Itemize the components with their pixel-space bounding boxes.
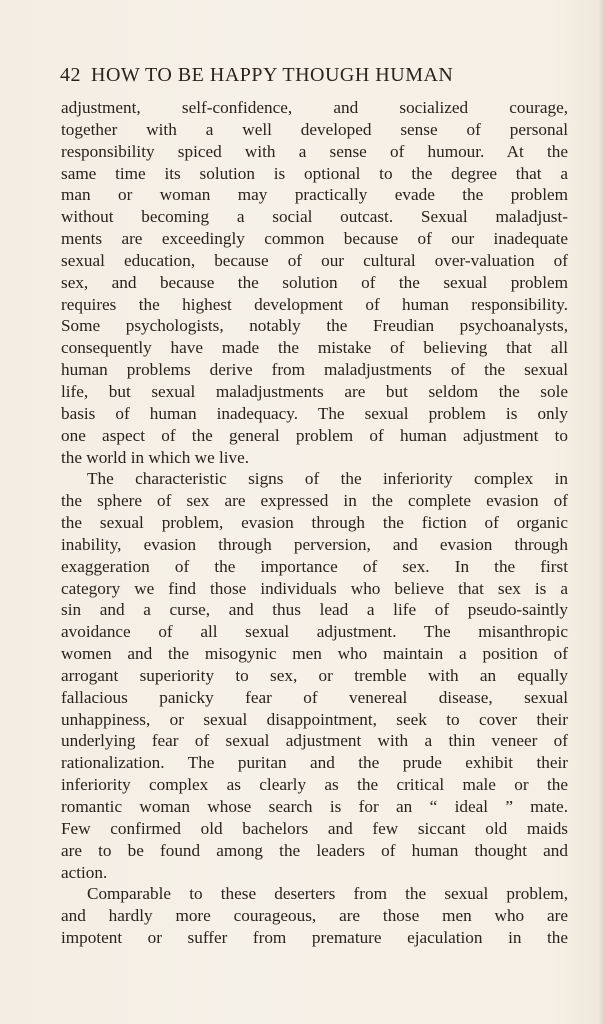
text-line: rationalization. The puritan and the prude exhibit their bbox=[61, 753, 568, 773]
text-line: unhappiness, or sexual disappointment, seek to cover their bbox=[61, 709, 568, 729]
running-header bbox=[60, 64, 570, 94]
text-line: man or woman may practically evade the problem bbox=[61, 185, 568, 205]
text-line: Few confirmed old bachelors and few siccant old maids bbox=[61, 818, 568, 838]
text-line: action. bbox=[61, 862, 108, 882]
text-line: consequently have made the mistake of believing that all bbox=[61, 338, 568, 358]
text-line: life, but sexual maladjustments are but seldom the sole bbox=[61, 381, 568, 401]
text-line: impotent or suffer from premature ejaculation in the bbox=[61, 928, 568, 948]
page-edge-shadow bbox=[599, 0, 605, 1024]
text-line: avoidance of all sexual adjustment. The misanthropic bbox=[61, 622, 568, 642]
text-line: sex, and because the solution of the sexual problem bbox=[61, 272, 568, 292]
text-line: Some psychologists, notably the Freudian psychoanalysts, bbox=[61, 316, 568, 336]
text-line: underlying fear of sexual adjustment with a thin veneer of bbox=[61, 731, 568, 751]
text-line: the world in which we live. bbox=[61, 447, 250, 467]
text-line: sexual education, because of our cultural over-valuation of bbox=[61, 250, 568, 270]
text-line: basis of human inadequacy. The sexual problem is only bbox=[61, 403, 568, 423]
text-line: romantic woman whose search is for an “ ideal ” mate. bbox=[61, 797, 568, 816]
text-line: the sexual problem, evasion through the fiction of organic bbox=[61, 513, 568, 533]
text-line: the sphere of sex are expressed in the complete evasion of bbox=[61, 491, 568, 511]
text-line: and hardly more courageous, are those men who are bbox=[61, 906, 568, 926]
text-line: requires the highest development of human responsibility. bbox=[61, 294, 568, 314]
text-line: responsibility spiced with a sense of humour. At the bbox=[61, 141, 568, 161]
body-text bbox=[61, 97, 568, 949]
text-line: together with a well developed sense of personal bbox=[61, 119, 568, 139]
text-line: inability, evasion through perversion, and evasion through bbox=[61, 534, 568, 554]
text-line: Comparable to these deserters from the sexual problem, bbox=[87, 884, 568, 904]
text-line: one aspect of the general problem of human adjustment to bbox=[61, 425, 568, 445]
text-line: sin and a curse, and thus lead a life of pseudo-saintly bbox=[61, 600, 568, 620]
text-line: ments are exceedingly common because of our inadequate bbox=[61, 229, 568, 249]
page-number: 42 bbox=[60, 64, 81, 86]
text-line: human problems derive from maladjustments of the sexual bbox=[61, 360, 568, 380]
running-title: HOW TO BE HAPPY THOUGH HUMAN bbox=[91, 64, 454, 86]
text-line: women and the misogynic men who maintain a position of bbox=[61, 644, 568, 664]
text-line: fallacious panicky fear of venereal disease, sexual bbox=[61, 687, 568, 707]
text-line: adjustment, self-confidence, and socialized courage, bbox=[61, 98, 568, 117]
text-line: category we find those individuals who believe that sex is a bbox=[61, 578, 568, 598]
text-line: exaggeration of the importance of sex. In the first bbox=[61, 556, 568, 576]
text-line: arrogant superiority to sex, or tremble with an equally bbox=[61, 665, 568, 685]
text-line: inferiority complex as clearly as the critical male or the bbox=[61, 775, 568, 795]
text-line: The characteristic signs of the inferiority complex in bbox=[87, 469, 568, 489]
text-line: are to be found among the leaders of human thought and bbox=[61, 840, 568, 860]
text-line: same time its solution is optional to the degree that a bbox=[61, 163, 568, 183]
text-line: without becoming a social outcast. Sexual maladjust- bbox=[61, 207, 568, 227]
